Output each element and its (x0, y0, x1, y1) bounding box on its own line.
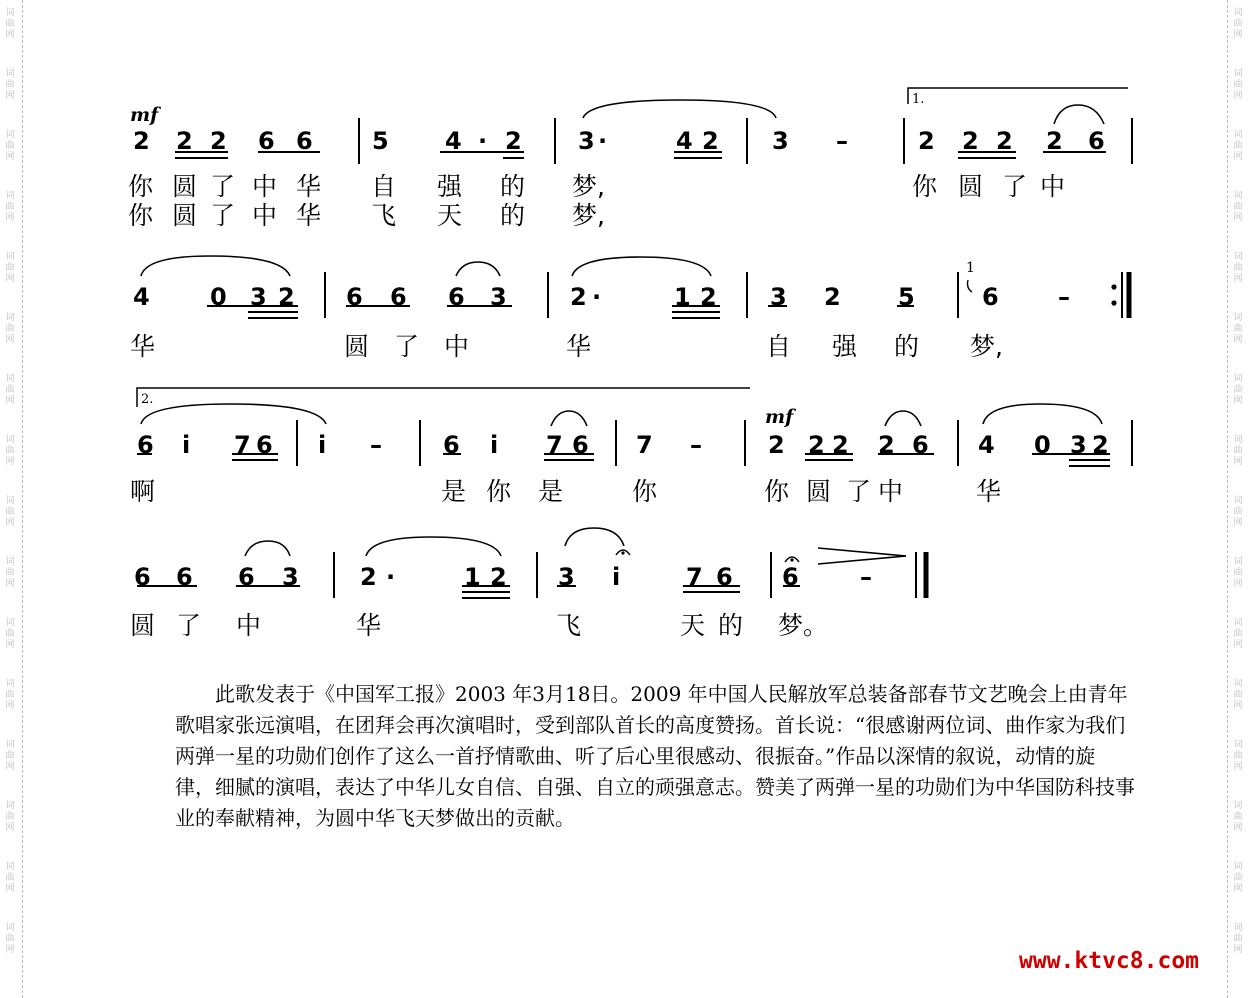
note: 6 (443, 431, 460, 459)
note: 6 (912, 431, 929, 459)
note: 2 (996, 127, 1013, 155)
note: 2 (360, 563, 377, 591)
watermark-text: 词 曲 网 (5, 69, 15, 101)
lyric-char: 梦。 (778, 611, 829, 640)
note: 2 (278, 283, 295, 311)
note: 2 (490, 563, 507, 591)
description-paragraph: 此歌发表于《中国军工报》2003 年3月18日。2009 年中国人民解放军总装备部春节文艺晚会上由青年歌唱家张远演唱，在团拜会再次演唱时，受到部队首长的高度赞扬。首长说：“很感谢两位词、曲作家为我们两弹一星的功勋们创作了这么一首抒情歌曲、听了后心里很感动、很振奋。”作品以深情的叙说，动情的旋律，细腻的演唱，表达了中华儿女自信、自强、自立的顽强意志。赞美了两弹一星的功勋们为中华国防科技事业的奉献精神，为圆中华飞天梦做出的贡献。 (175, 682, 1135, 830)
lyric-char: 的 (500, 201, 526, 230)
note: · (598, 127, 608, 155)
note: i (612, 563, 621, 591)
lyric-char: 了 (210, 172, 236, 201)
note: 6 (134, 563, 151, 591)
watermark-text: 词 曲 网 (1233, 435, 1243, 467)
note: 6 (296, 127, 313, 155)
volta-1-label: 1. (912, 92, 925, 107)
lyric-char: 中 (444, 332, 470, 361)
lyric-char: 圆 (172, 201, 198, 230)
watermark-text: 词 曲 网 (5, 496, 15, 528)
note: 7 (546, 431, 563, 459)
note: 3 (282, 563, 299, 591)
watermark-text: 词 曲 网 (1233, 557, 1243, 589)
note: 6 (238, 563, 255, 591)
watermark-text: 词 曲 网 (1233, 679, 1243, 711)
lyric-char: 中 (1040, 172, 1066, 201)
note: 2 (702, 127, 719, 155)
note: 3 (250, 283, 267, 311)
note: 2 (808, 431, 825, 459)
note: 6 (716, 563, 733, 591)
lyric-char: 圆 (344, 332, 370, 361)
lyric-char: 飞 (371, 201, 397, 230)
note: 2 (210, 127, 227, 155)
lyric-char: 华 (976, 477, 1002, 506)
lyric-char: 你 (912, 172, 938, 201)
lyric-char: 了 (846, 477, 872, 506)
note: 6 (137, 431, 154, 459)
note: 5 (372, 127, 389, 155)
note: 6 (572, 431, 589, 459)
lyric-char: 强 (832, 332, 858, 361)
note: 2 (505, 127, 522, 155)
lyric-char: 是 (441, 477, 467, 506)
lyric-char: 的 (500, 172, 526, 201)
note: – (860, 563, 872, 591)
note: 2 (824, 283, 841, 311)
watermark-text: 词 曲 网 (5, 8, 15, 40)
note: 3 (772, 127, 789, 155)
lyric-char: 圆 (806, 477, 832, 506)
note: 3 (1070, 431, 1087, 459)
note: · (386, 563, 396, 591)
note: 7 (234, 431, 251, 459)
lyric-char: 你 (486, 477, 512, 506)
note: i (318, 431, 327, 459)
watermark-text: 词 曲 网 (1233, 801, 1243, 833)
note: 6 (256, 431, 273, 459)
watermark-text: 词 曲 网 (5, 435, 15, 467)
dynamic-mf: mf (130, 104, 159, 126)
lyric-char: 了 (176, 611, 202, 640)
note: 1 (464, 563, 481, 591)
note: 2 (570, 283, 587, 311)
volta-2-label: 2. (141, 392, 154, 407)
lyric-char: 圆 (958, 172, 984, 201)
lyric-char: 了 (394, 332, 420, 361)
watermark-text: 词 曲 网 (5, 313, 15, 345)
note: 6 (346, 283, 363, 311)
lyric-char: 中 (878, 477, 904, 506)
note: 0 (210, 283, 227, 311)
note: – (1058, 283, 1070, 311)
note: · (478, 127, 488, 155)
note: · (592, 283, 602, 311)
note: 6 (258, 127, 275, 155)
lyric-char: 自 (371, 172, 397, 201)
lyric-char: 的 (894, 332, 920, 361)
lyric-char: 是 (538, 477, 564, 506)
note: 6 (1088, 127, 1105, 155)
lyric-char: 华 (296, 201, 322, 230)
note: 2 (962, 127, 979, 155)
lyric-char: 中 (236, 611, 262, 640)
lyric-char: 梦, (970, 332, 1003, 361)
lyric-char: 你 (128, 172, 154, 201)
note: 2 (133, 127, 150, 155)
lyric-char: 天 (680, 611, 706, 640)
note: – (370, 431, 382, 459)
lyric-char: 了 (210, 201, 236, 230)
note: i (182, 431, 191, 459)
watermark-text: 词 曲 网 (1233, 191, 1243, 223)
song-description (175, 679, 1135, 834)
watermark-text: 词 曲 网 (5, 252, 15, 284)
watermark-text: 词 曲 网 (1233, 618, 1243, 650)
watermark-text: 词 曲 网 (5, 374, 15, 406)
watermark-text: 词 曲 网 (1233, 313, 1243, 345)
watermark-text: 词 曲 网 (1233, 862, 1243, 894)
lyric-char: 你 (128, 201, 154, 230)
lyric-char: 中 (252, 201, 278, 230)
lyric-char: 天 (437, 201, 463, 230)
lyric-char: 梦, (572, 201, 605, 230)
watermark-text: 词 曲 网 (5, 862, 15, 894)
watermark-text: 词 曲 网 (5, 923, 15, 955)
watermark-text: 词 曲 网 (5, 130, 15, 162)
note: – (836, 127, 848, 155)
note: 7 (686, 563, 703, 591)
note: i (490, 431, 499, 459)
lyric-char: 中 (252, 172, 278, 201)
watermark-text: 词 曲 网 (1233, 923, 1243, 955)
lyric-char: 你 (764, 477, 790, 506)
lyric-char: 啊 (130, 477, 156, 506)
note: 3 (490, 283, 507, 311)
watermark-text: 词 曲 网 (1233, 8, 1243, 40)
lyric-char: 圆 (130, 611, 156, 640)
note: 2 (700, 283, 717, 311)
note: 4 (978, 431, 995, 459)
note: – (690, 431, 702, 459)
watermark-text: 词 曲 网 (5, 801, 15, 833)
watermark-text: 词 曲 网 (1233, 130, 1243, 162)
note: 6 (448, 283, 465, 311)
lyric-char: 了 (1002, 172, 1028, 201)
lyric-char: 飞 (556, 611, 582, 640)
note: 2 (832, 431, 849, 459)
lyric-char: 强 (437, 172, 463, 201)
note: 6 (782, 563, 799, 591)
lyric-char: 自 (766, 332, 792, 361)
note: 3 (558, 563, 575, 591)
note: 5 (898, 283, 915, 311)
note: 3 (578, 127, 595, 155)
lyric-char: 华 (296, 172, 322, 201)
note: 6 (176, 563, 193, 591)
watermark-text: 词 曲 网 (1233, 252, 1243, 284)
watermark-text: 词 曲 网 (5, 557, 15, 589)
lyric-char: 华 (356, 611, 382, 640)
watermark-text: 词 曲 网 (5, 618, 15, 650)
note: 2 (1046, 127, 1063, 155)
lyric-char: 的 (718, 611, 744, 640)
note: 4 (445, 127, 462, 155)
note: 4 (133, 283, 150, 311)
watermark-text: 词 曲 网 (1233, 374, 1243, 406)
watermark-text: 词 曲 网 (1233, 496, 1243, 528)
watermark-text: 词 曲 网 (5, 679, 15, 711)
note: 0 (1034, 431, 1051, 459)
note: 2 (768, 431, 785, 459)
watermark-text: 词 曲 网 (1233, 69, 1243, 101)
site-url[interactable]: www.ktvc8.com (1019, 948, 1200, 974)
watermark-text: 词 曲 网 (5, 191, 15, 223)
note: 4 (676, 127, 693, 155)
note: 7 (636, 431, 653, 459)
watermark-text: 词 曲 网 (1233, 740, 1243, 772)
lyric-char: 华 (130, 332, 156, 361)
repeat-volta-1-label: 1 (966, 260, 975, 276)
note: 2 (176, 127, 193, 155)
note: 1 (674, 283, 691, 311)
lyric-char: 圆 (172, 172, 198, 201)
note: 3 (770, 283, 787, 311)
dynamic-mf: mf (765, 406, 794, 428)
note: 2 (1092, 431, 1109, 459)
note: 2 (918, 127, 935, 155)
lyric-char: 华 (566, 332, 592, 361)
watermark-text: 词 曲 网 (5, 740, 15, 772)
note: 2 (878, 431, 895, 459)
lyric-char: 梦, (572, 172, 605, 201)
lyric-char: 你 (632, 477, 658, 506)
note: 6 (390, 283, 407, 311)
note: 6 (982, 283, 999, 311)
